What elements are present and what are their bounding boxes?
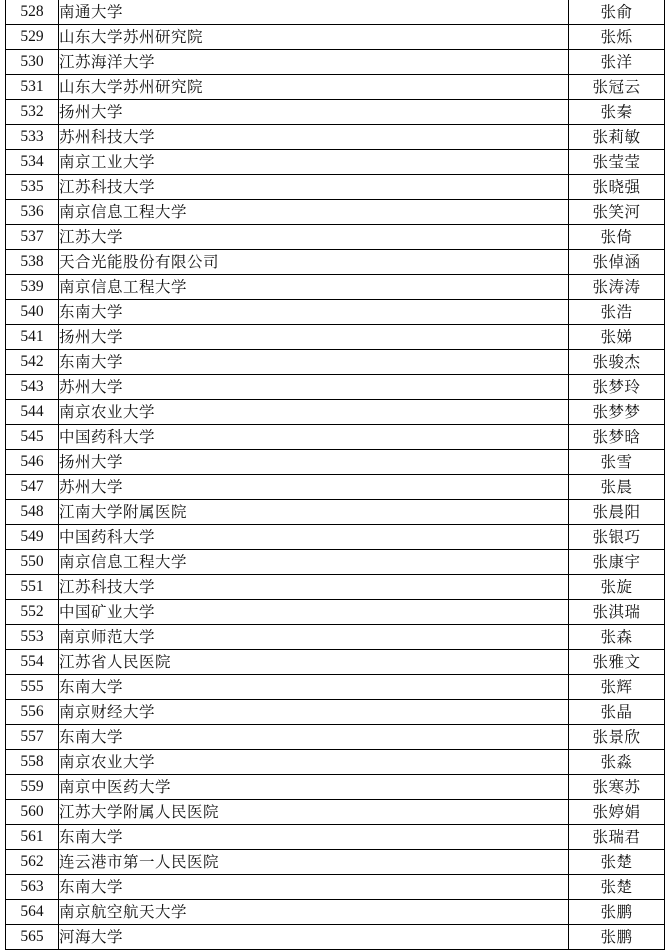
row-number: 555: [6, 675, 59, 700]
row-number: 534: [6, 150, 59, 175]
organization-cell: 江苏大学附属人民医院: [59, 800, 569, 825]
organization-cell: 东南大学: [59, 725, 569, 750]
organization-cell: 扬州大学: [59, 325, 569, 350]
organization-cell: 连云港市第一人民医院: [59, 850, 569, 875]
table-row: [6, 475, 665, 500]
person-name-cell: 张鹏: [569, 900, 665, 925]
person-name-cell: 张梦晗: [569, 425, 665, 450]
organization-cell: 天合光能股份有限公司: [59, 250, 569, 275]
person-name-cell: 张冠云: [569, 75, 665, 100]
row-number: 563: [6, 875, 59, 900]
row-number: 529: [6, 25, 59, 50]
person-name-cell: 张秦: [569, 100, 665, 125]
person-name-cell: 张旋: [569, 575, 665, 600]
row-number: 551: [6, 575, 59, 600]
person-name-cell: 张浩: [569, 300, 665, 325]
organization-cell: 南京师范大学: [59, 625, 569, 650]
table-row: [6, 25, 665, 50]
table-row: [6, 600, 665, 625]
row-number: 546: [6, 450, 59, 475]
table-row: [6, 100, 665, 125]
row-number: 562: [6, 850, 59, 875]
table-row: [6, 50, 665, 75]
row-number: 533: [6, 125, 59, 150]
organization-cell: 江南大学附属医院: [59, 500, 569, 525]
person-name-cell: 张笑河: [569, 200, 665, 225]
row-number: 539: [6, 275, 59, 300]
row-number: 528: [6, 0, 59, 25]
table-row: [6, 350, 665, 375]
organization-cell: 南京航空航天大学: [59, 900, 569, 925]
table-row: [6, 725, 665, 750]
row-number: 553: [6, 625, 59, 650]
organization-cell: 南京农业大学: [59, 750, 569, 775]
roster-body: [6, 0, 665, 950]
table-row: [6, 700, 665, 725]
organization-cell: 河海大学: [59, 925, 569, 950]
person-name-cell: 张雪: [569, 450, 665, 475]
row-number: 535: [6, 175, 59, 200]
organization-cell: 山东大学苏州研究院: [59, 25, 569, 50]
table-row: [6, 325, 665, 350]
organization-cell: 南京信息工程大学: [59, 200, 569, 225]
row-number: 565: [6, 925, 59, 950]
person-name-cell: 张康宇: [569, 550, 665, 575]
row-number: 540: [6, 300, 59, 325]
row-number: 530: [6, 50, 59, 75]
person-name-cell: 张晨阳: [569, 500, 665, 525]
organization-cell: 南京信息工程大学: [59, 275, 569, 300]
organization-cell: 南京财经大学: [59, 700, 569, 725]
table-row: [6, 125, 665, 150]
organization-cell: 江苏科技大学: [59, 175, 569, 200]
row-number: 549: [6, 525, 59, 550]
row-number: 554: [6, 650, 59, 675]
row-number: 559: [6, 775, 59, 800]
person-name-cell: 张倬涵: [569, 250, 665, 275]
person-name-cell: 张涛涛: [569, 275, 665, 300]
organization-cell: 东南大学: [59, 675, 569, 700]
person-name-cell: 张楚: [569, 850, 665, 875]
person-name-cell: 张银巧: [569, 525, 665, 550]
organization-cell: 苏州科技大学: [59, 125, 569, 150]
organization-cell: 中国药科大学: [59, 525, 569, 550]
row-number: 561: [6, 825, 59, 850]
person-name-cell: 张婷娟: [569, 800, 665, 825]
organization-cell: 南通大学: [59, 0, 569, 25]
row-number: 548: [6, 500, 59, 525]
table-row: [6, 250, 665, 275]
row-number: 545: [6, 425, 59, 450]
organization-cell: 江苏大学: [59, 225, 569, 250]
person-name-cell: 张梦玲: [569, 375, 665, 400]
table-row: [6, 0, 665, 25]
person-name-cell: 张森: [569, 625, 665, 650]
table-row: [6, 625, 665, 650]
organization-cell: 苏州大学: [59, 475, 569, 500]
roster-table: [5, 0, 665, 950]
table-row: [6, 450, 665, 475]
organization-cell: 扬州大学: [59, 450, 569, 475]
table-row: [6, 925, 665, 950]
person-name-cell: 张晶: [569, 700, 665, 725]
table-row: [6, 225, 665, 250]
person-name-cell: 张晓强: [569, 175, 665, 200]
row-number: 538: [6, 250, 59, 275]
table-row: [6, 200, 665, 225]
table-row: [6, 550, 665, 575]
organization-cell: 扬州大学: [59, 100, 569, 125]
organization-cell: 南京工业大学: [59, 150, 569, 175]
table-row: [6, 875, 665, 900]
row-number: 541: [6, 325, 59, 350]
row-number: 531: [6, 75, 59, 100]
row-number: 547: [6, 475, 59, 500]
organization-cell: 东南大学: [59, 875, 569, 900]
table-row: [6, 375, 665, 400]
row-number: 560: [6, 800, 59, 825]
table-row: [6, 650, 665, 675]
person-name-cell: 张楚: [569, 875, 665, 900]
organization-cell: 南京信息工程大学: [59, 550, 569, 575]
person-name-cell: 张倚: [569, 225, 665, 250]
organization-cell: 东南大学: [59, 300, 569, 325]
table-row: [6, 525, 665, 550]
organization-cell: 东南大学: [59, 825, 569, 850]
person-name-cell: 张梦梦: [569, 400, 665, 425]
table-row: [6, 750, 665, 775]
person-name-cell: 张淇瑞: [569, 600, 665, 625]
person-name-cell: 张娣: [569, 325, 665, 350]
table-row: [6, 775, 665, 800]
organization-cell: 江苏科技大学: [59, 575, 569, 600]
table-row: [6, 800, 665, 825]
organization-cell: 南京中医药大学: [59, 775, 569, 800]
table-row: [6, 575, 665, 600]
organization-cell: 山东大学苏州研究院: [59, 75, 569, 100]
row-number: 536: [6, 200, 59, 225]
row-number: 564: [6, 900, 59, 925]
table-row: [6, 150, 665, 175]
row-number: 532: [6, 100, 59, 125]
organization-cell: 南京农业大学: [59, 400, 569, 425]
organization-cell: 江苏省人民医院: [59, 650, 569, 675]
organization-cell: 江苏海洋大学: [59, 50, 569, 75]
table-row: [6, 900, 665, 925]
person-name-cell: 张瑞君: [569, 825, 665, 850]
person-name-cell: 张骏杰: [569, 350, 665, 375]
table-row: [6, 275, 665, 300]
table-row: [6, 75, 665, 100]
table-row: [6, 425, 665, 450]
person-name-cell: 张俞: [569, 0, 665, 25]
row-number: 552: [6, 600, 59, 625]
organization-cell: 中国矿业大学: [59, 600, 569, 625]
organization-cell: 中国药科大学: [59, 425, 569, 450]
table-row: [6, 300, 665, 325]
person-name-cell: 张辉: [569, 675, 665, 700]
table-row: [6, 675, 665, 700]
person-name-cell: 张洋: [569, 50, 665, 75]
row-number: 550: [6, 550, 59, 575]
row-number: 558: [6, 750, 59, 775]
row-number: 557: [6, 725, 59, 750]
organization-cell: 东南大学: [59, 350, 569, 375]
row-number: 544: [6, 400, 59, 425]
person-name-cell: 张莉敏: [569, 125, 665, 150]
organization-cell: 苏州大学: [59, 375, 569, 400]
person-name-cell: 张寒苏: [569, 775, 665, 800]
table-row: [6, 825, 665, 850]
row-number: 537: [6, 225, 59, 250]
person-name-cell: 张雅文: [569, 650, 665, 675]
table-row: [6, 500, 665, 525]
person-name-cell: 张烁: [569, 25, 665, 50]
row-number: 543: [6, 375, 59, 400]
person-name-cell: 张晨: [569, 475, 665, 500]
table-row: [6, 175, 665, 200]
person-name-cell: 张莹莹: [569, 150, 665, 175]
person-name-cell: 张淼: [569, 750, 665, 775]
table-row: [6, 400, 665, 425]
person-name-cell: 张景欣: [569, 725, 665, 750]
row-number: 556: [6, 700, 59, 725]
row-number: 542: [6, 350, 59, 375]
table-row: [6, 850, 665, 875]
person-name-cell: 张鹏: [569, 925, 665, 950]
